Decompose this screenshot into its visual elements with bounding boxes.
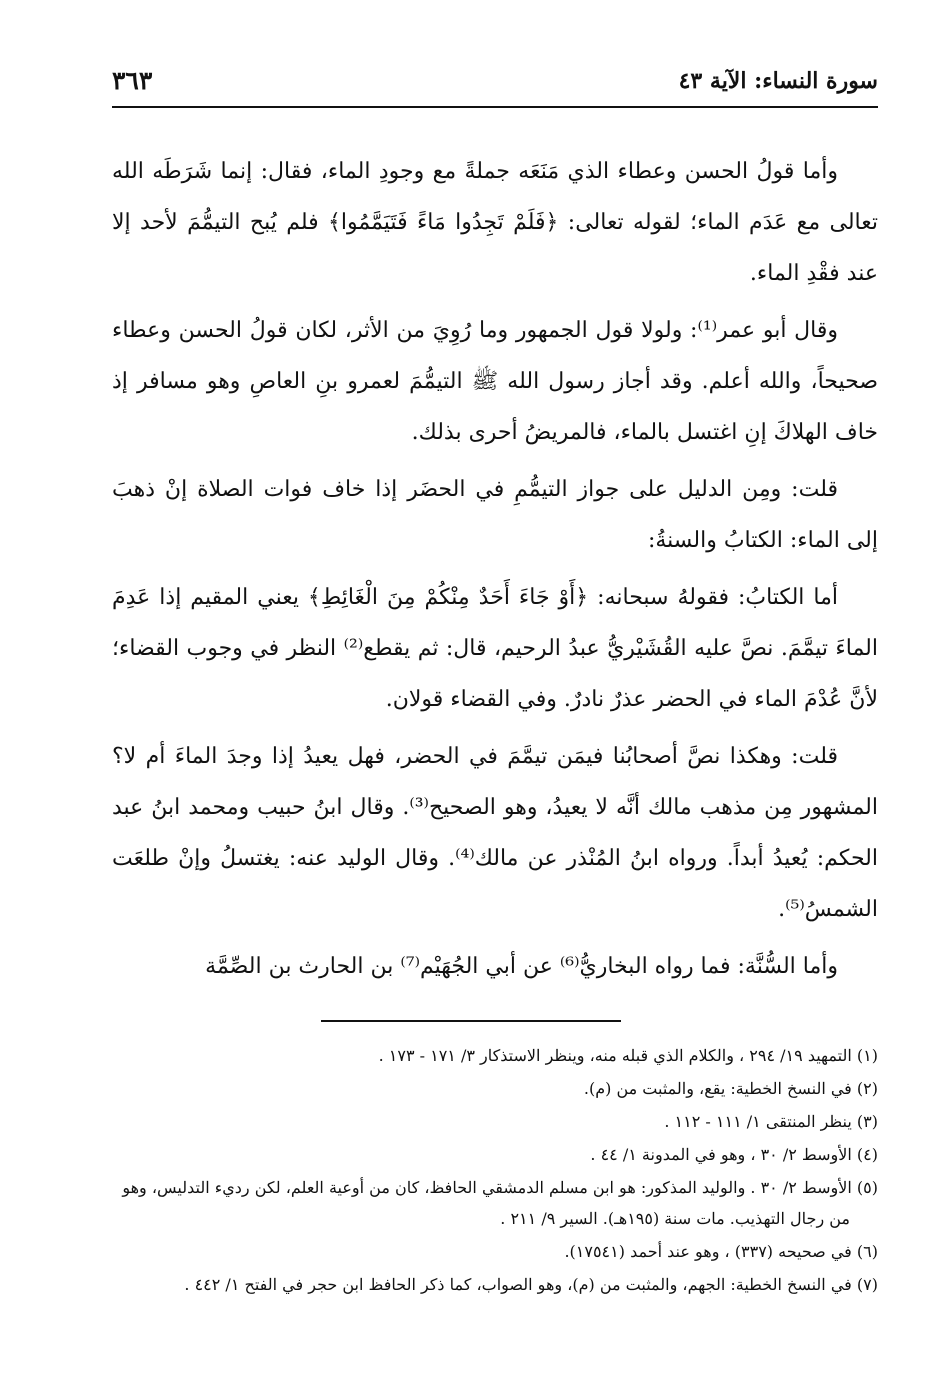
footnote: (٥) الأوسط ٢/ ٣٠ . والوليد المذكور: هو ابن مسلم الدمشقي الحافظ، كان من أوعية العلم، لكن رديء التدليس، وهو من رجال التهذيب. مات سنة (١٩٥هـ). السير ٩/ ٢١١ .	[122, 1178, 878, 1228]
header-divider	[112, 106, 878, 108]
paragraph: وأما قولُ الحسن وعطاء الذي مَنَعَه جملةً مع وجودِ الماء، فقال: إنما شَرَطَه الله تعالى مع عَدَم الماء؛ لقوله تعالى: ﴿فَلَمْ تَجِدُوا مَاءً فَتَيَمَّمُوا﴾ فلم يُبح التيمُّمَ لأحد إلا عند فقْدِ الماء.	[112, 159, 878, 286]
footnote: (٤) الأوسط ٢/ ٣٠ ، وهو في المدونة ١/ ٤٤ .	[590, 1145, 878, 1164]
paragraph: وقال أبو عمر⁽¹⁾: ولولا قول الجمهور وما رُوِيَ من الأثر، لكان قولُ الحسن وعطاء صحيحاً، والله أعلم. وقد أجاز رسول الله ﷺ التيمُّمَ لعمرو بنِ العاصِ وهو مسافر إذ خاف الهلاكَ إنِ اغتسل بالماء، فالمريضُ أحرى بذلك.	[112, 318, 878, 445]
page-header	[112, 62, 878, 104]
paragraph: أما الكتابُ: فقولهُ سبحانه: ﴿أَوْ جَاءَ أَحَدٌ مِنْكُمْ مِنَ الْغَائِطِ﴾ يعني المقيم إذا عَدِمَ الماءَ تيمَّمَ. نصَّ عليه القُشَيْريُّ عبدُ الرحيم، قال: ثم يقطع⁽²⁾ النظر في وجوب القضاء؛ لأنَّ عُدْمَ الماء في الحضر عذرٌ نادرٌ. وفي القضاء قولان.	[112, 585, 878, 712]
paragraph: قلت: وهكذا نصَّ أصحابُنا فيمَن تيمَّمَ في الحضر، فهل يعيدُ إذا وجدَ الماءَ أم لا؟ المشهور مِن مذهب مالك أنَّه لا يعيدُ، وهو الصحيح⁽³⁾. وقال ابنُ حبيب ومحمد ابنُ عبد الحكم: يُعيدُ أبداً. ورواه ابنُ المُنْذر عن مالك⁽⁴⁾. وقال الوليد عنه: يغتسلُ وإنْ طلعَت الشمسُ⁽⁵⁾.	[112, 744, 878, 922]
paragraph: وأما السُّنَّة: فما رواه البخاريُّ⁽⁶⁾ عن أبي الجُهَيْم⁽⁷⁾ بن الحارث بن الصِّمَّة	[205, 954, 838, 979]
page-number: ٣٦٣	[112, 66, 153, 95]
footnote: (٧) في النسخ الخطية: الجهم، والمثبت من (م)، وهو الصواب، كما ذكر الحافظ ابن حجر في الفتح ١/ ٤٤٢ .	[184, 1275, 878, 1294]
footnote-divider	[321, 1020, 621, 1022]
running-title: سورة النساء: الآية ٤٣	[678, 68, 878, 94]
footnotes	[112, 1040, 878, 1302]
footnote: (٢) في النسخ الخطية: يقع، والمثبت من (م).	[583, 1079, 878, 1098]
main-text	[112, 146, 878, 998]
paragraph: قلت: ومِن الدليل على جواز التيمُّمِ في الحضَر إذا خاف فوات الصلاة إنْ ذهبَ إلى الماء: الكتابُ والسنةُ:	[112, 477, 878, 553]
footnote: (٦) في صحيحه (٣٣٧) ، وهو عند أحمد (١٧٥٤١).	[564, 1242, 878, 1261]
footnote: (١) التمهيد ١٩/ ٢٩٤ ، والكلام الذي قبله منه، وينظر الاستذكار ٣/ ١٧١ - ١٧٣ .	[378, 1046, 878, 1065]
footnote: (٣) ينظر المنتقى ١/ ١١١ - ١١٢ .	[664, 1112, 878, 1131]
